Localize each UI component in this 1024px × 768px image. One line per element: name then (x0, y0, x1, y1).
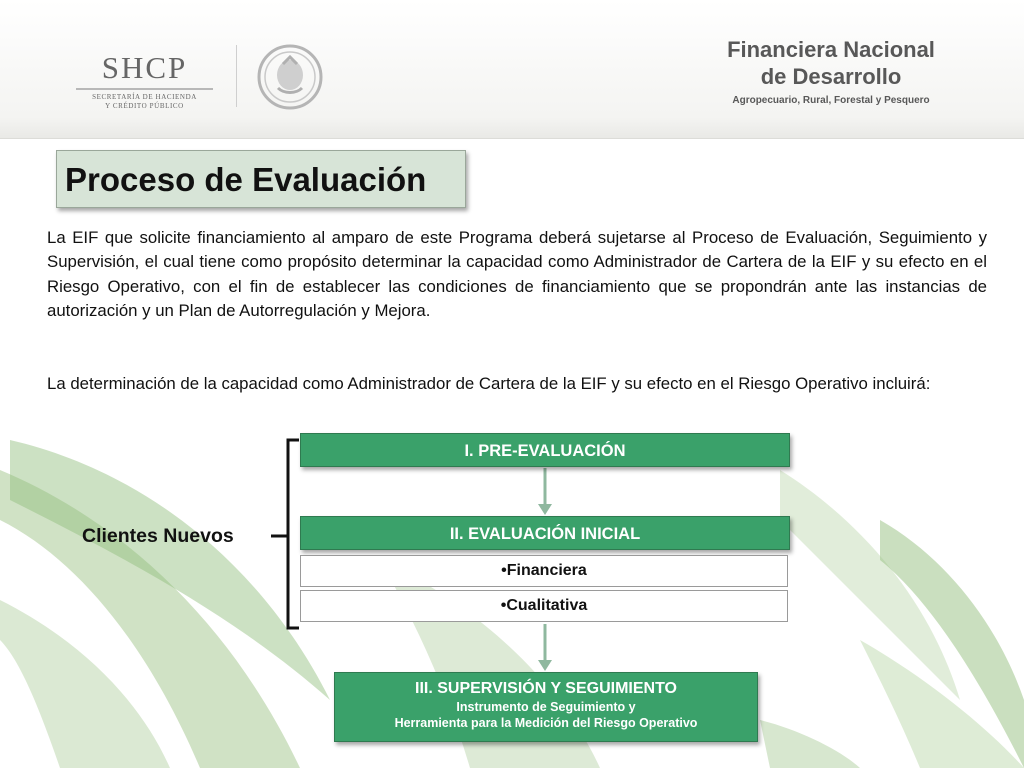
page-title: Proceso de Evaluación (56, 150, 466, 208)
financiera-line2: de Desarrollo (760, 64, 902, 89)
item-financiera: •Financiera (300, 555, 788, 587)
financiera-line1: Financiera Nacional (727, 37, 935, 62)
arrow-1-head (538, 504, 552, 515)
arrow-2-head (538, 660, 552, 671)
shcp-acronym: SHCP (101, 50, 188, 85)
paragraph-determinacion: La determinación de la capacidad como Administrador de Cartera de la EIF y su efecto en el Riesgo Operativo incluirá: (47, 374, 931, 393)
item-cualitativa: •Cualitativa (300, 590, 788, 622)
step3-line1: Instrumento de Seguimiento y (456, 700, 636, 714)
paragraph-intro: La EIF que solicite financiamiento al amparo de este Programa deberá sujetarse al Proceso de Evaluación, Seguimiento y Supervisión, el cual tiene como propósito determinar la capacidad como Administrador de Cartera de la EIF y su efecto en el Riesgo Operativo, con el fin de establecer las condiciones de financiamiento que se propondrán ante las instancias de autorización y un Plan de Autorregulación y Mejora. (47, 228, 987, 320)
shcp-line1: SECRETARÍA DE HACIENDA (92, 93, 197, 101)
step3-title: III. SUPERVISIÓN Y SEGUIMIENTO (415, 680, 677, 697)
step-pre-evaluacion: I. PRE-EVALUACIÓN (300, 433, 790, 467)
step-evaluacion-inicial: II. EVALUACIÓN INICIAL (300, 516, 790, 550)
clientes-bracket (288, 440, 299, 628)
clientes-nuevos-label: Clientes Nuevos (82, 525, 234, 547)
financiera-line3: Agropecuario, Rural, Forestal y Pesquero (732, 95, 930, 106)
step-supervision-seguimiento (334, 672, 758, 742)
shcp-line2: Y CRÉDITO PÚBLICO (105, 102, 184, 110)
step3-line2: Herramienta para la Medición del Riesgo Operativo (394, 716, 698, 730)
